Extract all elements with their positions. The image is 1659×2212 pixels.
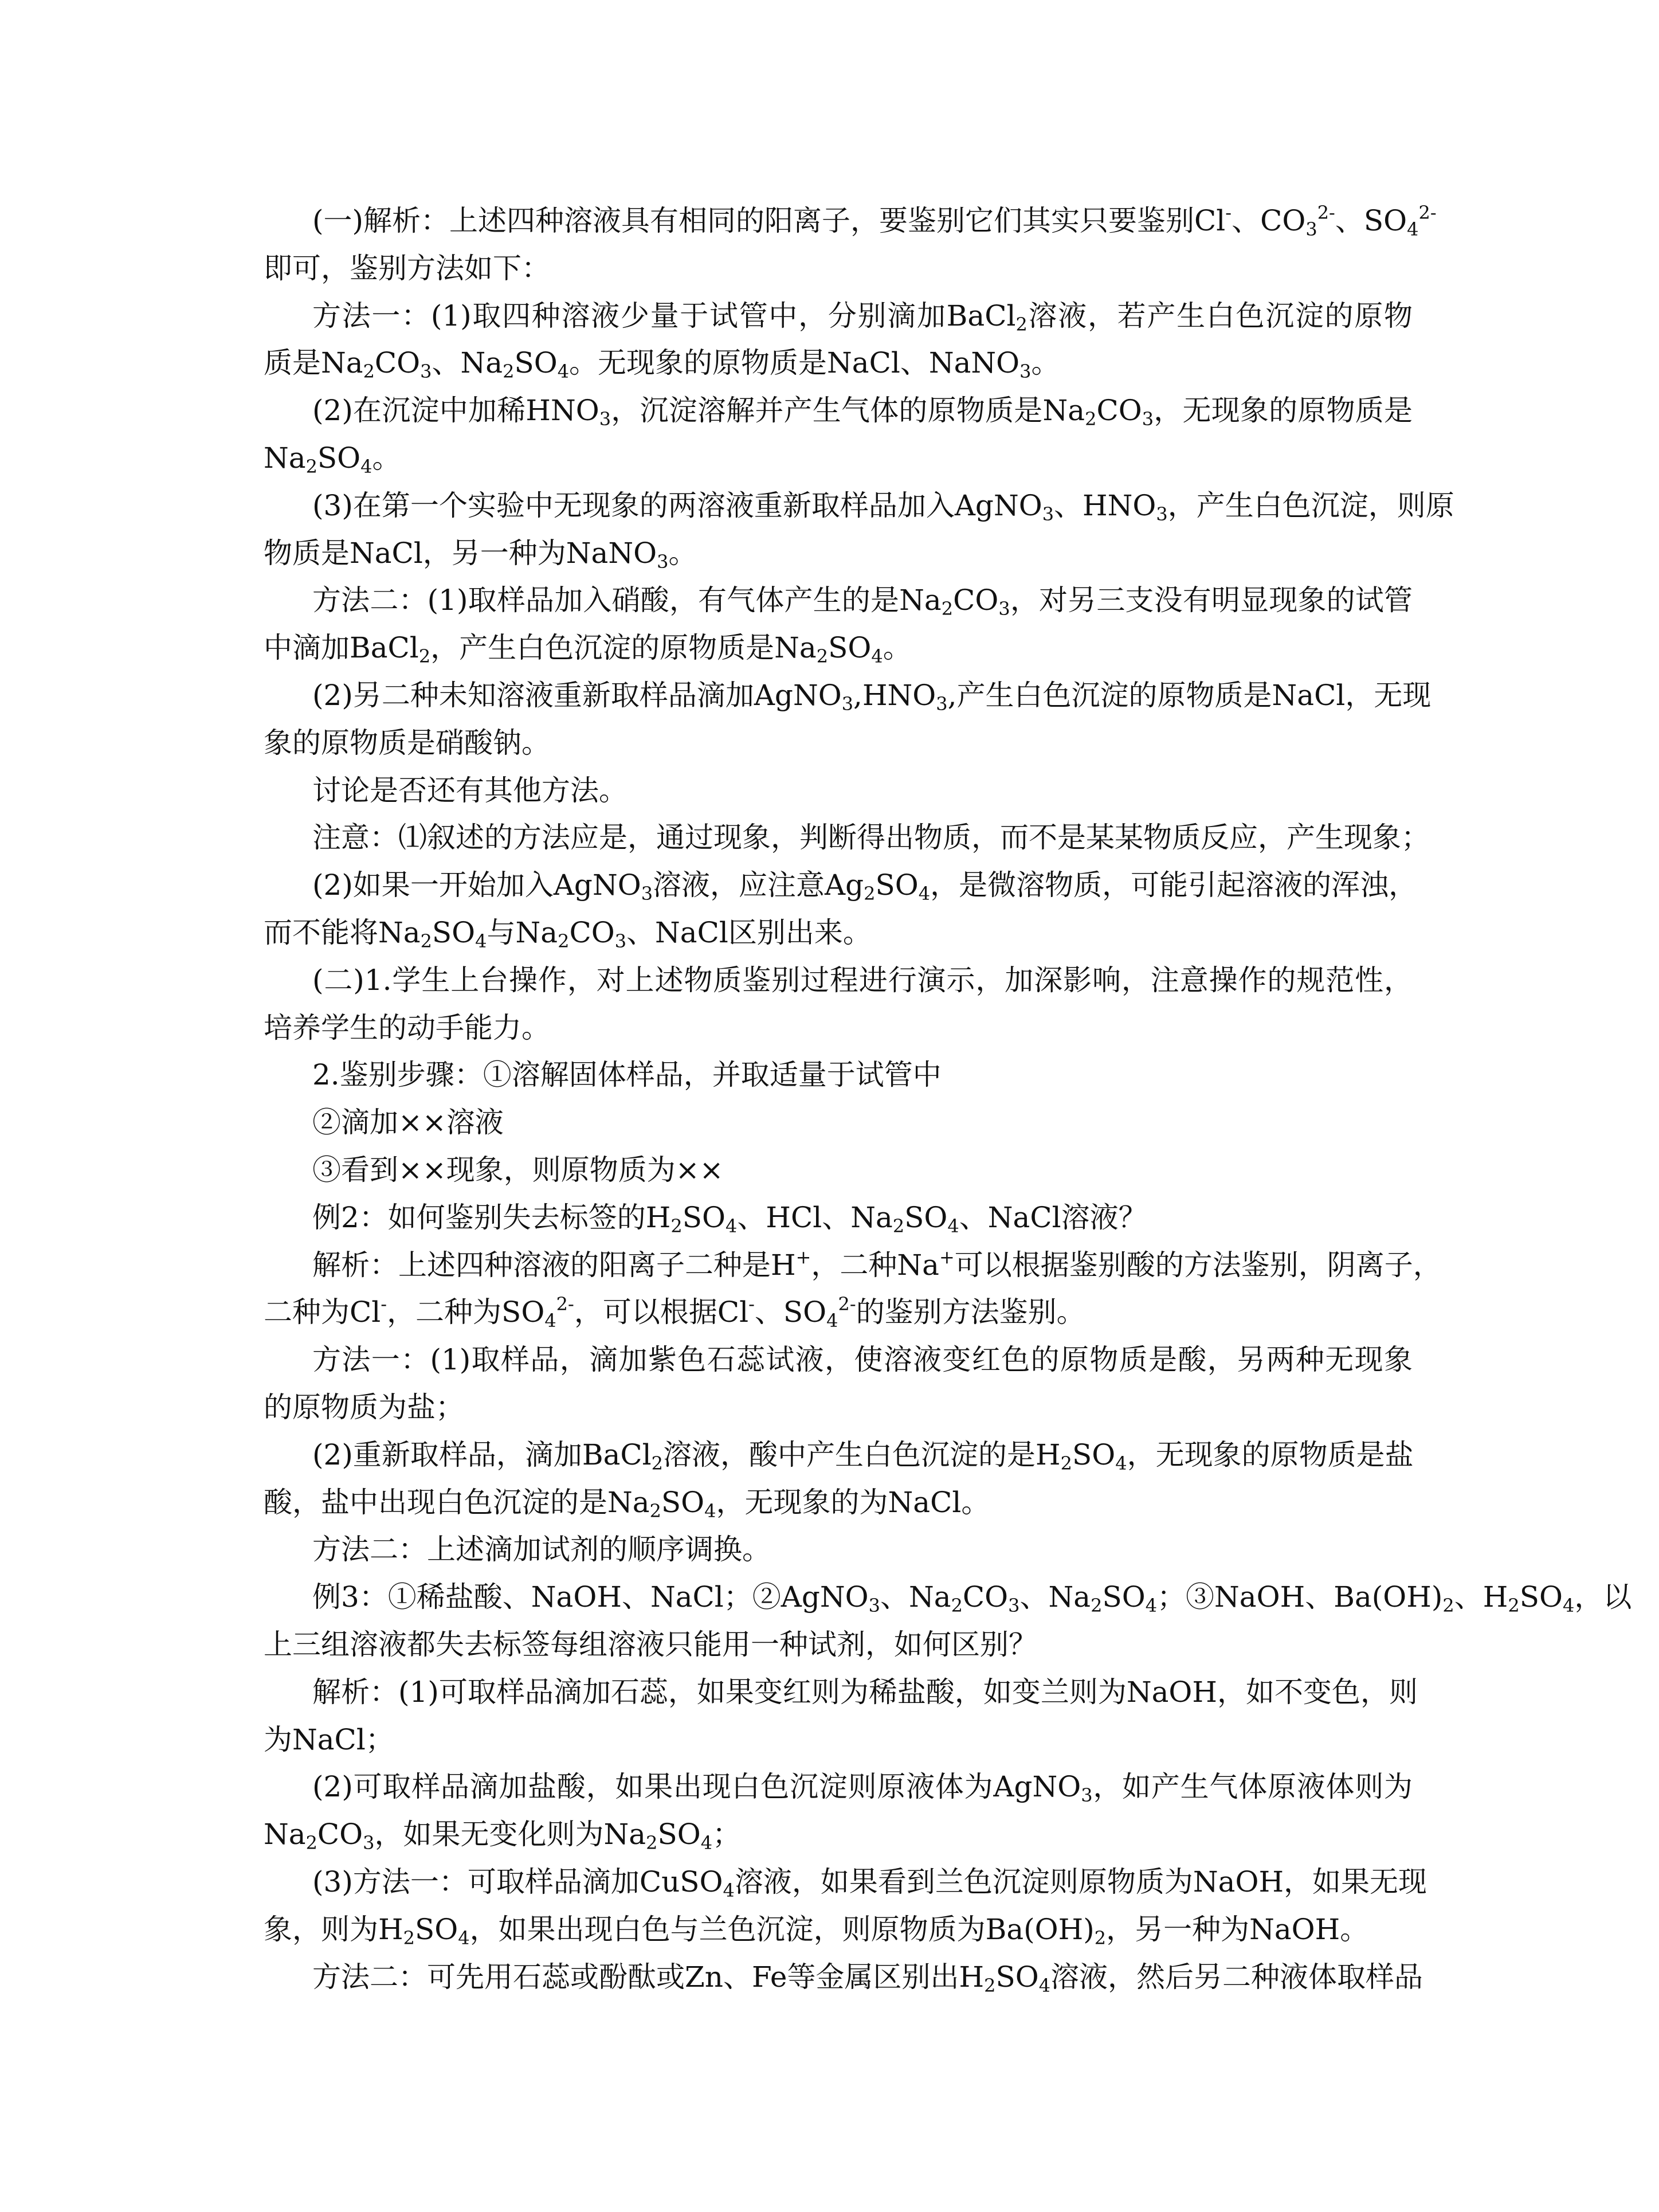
text-line: 而不能将$Na_2SO_4$与$Na_2CO_3$、NaCl区别出来。: [264, 916, 872, 952]
text-line: $Na_2SO_4$。: [264, 441, 401, 477]
text-line: 方法一：(1)取四种溶液少量于试管中，分别滴加BaCl$_2$溶液，若产生白色沉淀的原物: [312, 299, 1413, 335]
text-line: (3)在第一个实验中无现象的两溶液重新取样品加入AgNO$_3$、$HNO_3$，产生白色沉淀，则原: [312, 489, 1454, 525]
text-line: ②滴加××溶液: [312, 1106, 504, 1139]
text-line: 方法二：上述滴加试剂的顺序调换。: [312, 1533, 771, 1566]
text-line: 象，则为$H_2SO_4$，如果出现白色与兰色沉淀，则原物质为$Ba(OH)_2$，另一种为NaOH。: [264, 1913, 1369, 1949]
text-line: 例3：①稀盐酸、NaOH、NaCl；②AgNO$_3$、$Na_2CO_3$、$Na_2SO_4$；③NaOH、$Ba(OH)_2$、$H_2SO_4$，以: [312, 1580, 1632, 1616]
text-line: 方法一：(1)取样品，滴加紫色石蕊试液，使溶液变红色的原物质是酸，另两种无现象: [312, 1343, 1413, 1376]
text-line: ③看到××现象，则原物质为××: [312, 1153, 724, 1187]
text-line: 为NaCl；: [264, 1723, 394, 1756]
text-line: 方法二：可先用石蕊或酚酞或Zn、Fe等金属区别出$H_2SO_4$溶液，然后另二种液体取样品: [312, 1960, 1423, 1996]
text-line: 例2：如何鉴别失去标签的$H_2SO_4$、HCl、$Na_2SO_4$、NaCl溶液？: [312, 1201, 1147, 1237]
text-line: 上三组溶液都失去标签每组溶液只能用一种试剂，如何区别？: [264, 1628, 1037, 1661]
text-line: 象的原物质是硝酸钠。: [264, 726, 550, 759]
text-line: 物质是NaCl，另一种为NaNO$_3$。: [264, 537, 697, 573]
text-line: (2)另二种未知溶液重新取样品滴加$AgNO_3,HNO_3$,产生白色沉淀的原物质是NaCl，无现: [312, 679, 1431, 715]
text-line: (3)方法一：可取样品滴加CuSO$_4$溶液，如果看到兰色沉淀则原物质为NaOH，如果无现: [312, 1865, 1427, 1901]
text-line: 2.鉴别步骤：①溶解固体样品，并取适量于试管中: [312, 1058, 942, 1091]
text-line: 讨论是否还有其他方法。: [312, 774, 627, 807]
text-line: 解析：上述四种溶液的阳离子二种是H+，二种Na+可以根据鉴别酸的方法鉴别，阴离子，: [312, 1246, 1442, 1282]
text-line: 即可，鉴别方法如下：: [264, 252, 550, 285]
text-line: 二种为Cl-，二种为$SO_4^{2-}$，可以根据Cl-、$SO_4^{2-}$的鉴别方法鉴别。: [264, 1293, 1085, 1332]
text-line: 的原物质为盐；: [264, 1391, 464, 1424]
text-line: (一)解析：上述四种溶液具有相同的阳离子，要鉴别它们其实只要鉴别Cl-、$CO_3^{2-}$、$SO_4^{2-}$: [312, 202, 1437, 240]
text-line: (2)重新取样品，滴加BaCl$_2$溶液，酸中产生白色沉淀的是$H_2SO_4$，无现象的原物质是盐: [312, 1438, 1414, 1474]
text-line: 酸，盐中出现白色沉淀的是$Na_2SO_4$，无现象的为NaCl。: [264, 1486, 990, 1522]
text-line: 注意：⑴叙述的方法应是，通过现象，判断得出物质，而不是某某物质反应，产生现象；: [312, 821, 1430, 854]
text-line: $Na_2CO_3$，如果无变化则为$Na_2SO_4$；: [264, 1818, 742, 1854]
text-line: 中滴加BaCl$_2$，产生白色沉淀的原物质是$Na_2SO_4$。: [264, 631, 912, 667]
text-line: 培养学生的动手能力。: [264, 1011, 550, 1044]
text-line: (2)如果一开始加入AgNO$_3$溶液，应注意$Ag_2SO_4$，是微溶物质，可能引起溶液的浑浊，: [312, 868, 1418, 905]
text-line: 方法二：(1)取样品加入硝酸，有气体产生的是$Na_2CO_3$，对另三支没有明显现象的试管: [312, 584, 1413, 620]
text-line: (2)在沉淀中加稀$HNO_3$，沉淀溶解并产生气体的原物质是$Na_2CO_3$，无现象的原物质是: [312, 394, 1413, 430]
text-line: (2)可取样品滴加盐酸，如果出现白色沉淀则原液体为AgNO$_3$，如产生气体原液体则为: [312, 1770, 1413, 1806]
text-line: 质是$Na_2CO_3$、$Na_2SO_4$。无现象的原物质是NaCl、NaNO$_3$。: [264, 346, 1060, 382]
text-line: 解析：(1)可取样品滴加石蕊，如果变红则为稀盐酸，如变兰则为NaOH，如不变色，则: [312, 1675, 1418, 1709]
text-line: (二)1.学生上台操作，对上述物质鉴别过程进行演示，加深影响，注意操作的规范性，: [312, 964, 1413, 997]
